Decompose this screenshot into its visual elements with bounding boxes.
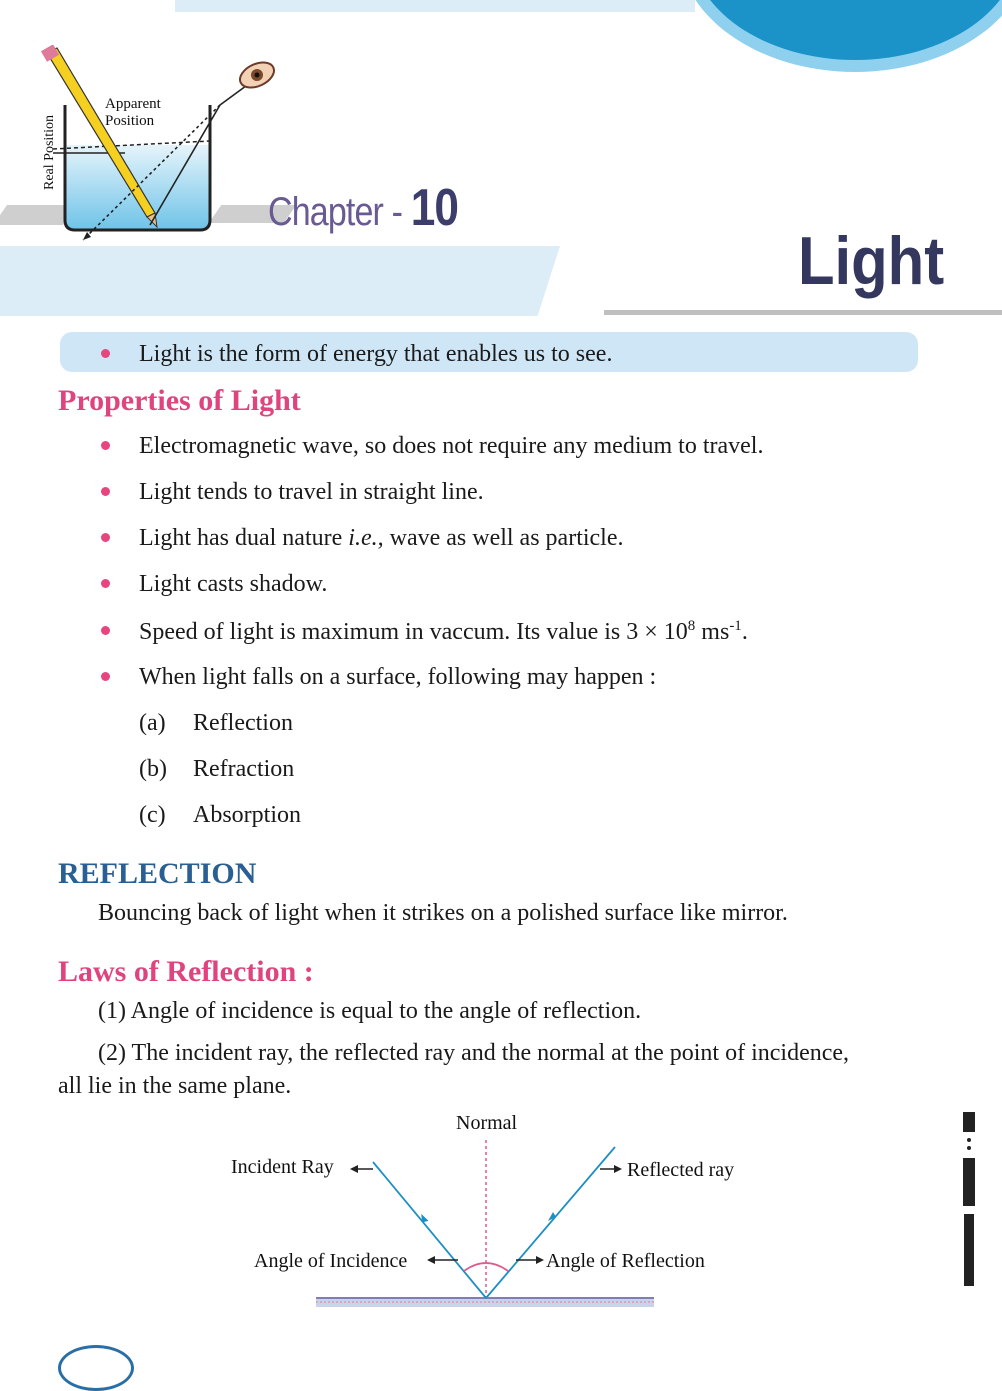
reflected-ray-label: Reflected ray [627, 1159, 735, 1181]
apparent-label: Apparent [105, 96, 161, 112]
property-item: Light has dual nature i.e., wave as well as particle. [139, 525, 624, 551]
incident-ray [373, 1162, 486, 1298]
law-item-continuation: all lie in the same plane. [58, 1073, 292, 1099]
angle-reflection-label: Angle of Reflection [546, 1250, 705, 1272]
bullet-icon [101, 672, 110, 681]
intro-text: Light is the form of energy that enables us to see. [139, 341, 613, 367]
chapter-prefix: Chapter - [268, 190, 403, 234]
reflection-diagram [220, 1105, 760, 1320]
sub-item-marker: (a) [139, 710, 166, 736]
reflection-definition: Bouncing back of light when it strikes on a polished surface like mirror. [98, 900, 788, 926]
eye-icon [236, 57, 278, 92]
side-stamp [955, 1110, 985, 1290]
incident-ray-label: Incident Ray [231, 1156, 334, 1178]
sub-item-text: Reflection [193, 710, 293, 736]
angle-incidence-label: Angle of Incidence [254, 1250, 408, 1272]
header-blue-band [0, 246, 560, 316]
properties-heading: Properties of Light [58, 384, 301, 417]
property-item: When light falls on a surface, following may happen : [139, 664, 657, 690]
property-item: Electromagnetic wave, so does not require any medium to travel. [139, 433, 764, 459]
sub-item-marker: (b) [139, 756, 167, 782]
bullet-icon [101, 579, 110, 588]
bullet-icon [101, 626, 110, 635]
real-position-label: Real Position [42, 114, 57, 190]
title-underline [604, 310, 1002, 315]
property-item: Light casts shadow. [139, 571, 328, 597]
bullet-icon [101, 533, 110, 542]
pencil-refraction-figure [35, 45, 285, 250]
reflected-ray [486, 1147, 615, 1298]
chapter-label [268, 178, 458, 238]
laws-heading: Laws of Reflection : [58, 955, 314, 988]
header-band [175, 0, 695, 12]
sub-item-text: Absorption [193, 802, 301, 828]
bullet-icon [101, 441, 110, 450]
chapter-number: 10 [410, 179, 459, 237]
law-item: (2) The incident ray, the reflected ray and the normal at the point of incidence, [98, 1040, 850, 1066]
position-label: Position [105, 113, 155, 129]
sub-item-marker: (c) [139, 802, 166, 828]
page-title: Light [797, 223, 944, 299]
bullet-icon [101, 487, 110, 496]
property-item: Light tends to travel in straight line. [139, 479, 484, 505]
sub-item-text: Refraction [193, 756, 295, 782]
page-corner-decoration [58, 1345, 134, 1391]
bullet-icon [101, 349, 110, 358]
normal-label: Normal [456, 1112, 518, 1134]
header-circle-decoration [690, 0, 1002, 60]
reflection-heading: REFLECTION [58, 857, 257, 890]
law-item: (1) Angle of incidence is equal to the angle of reflection. [98, 998, 642, 1024]
property-item: Speed of light is maximum in vaccum. Its value is $3 \times 10^8$ $ms^{-1}$. [139, 618, 748, 645]
